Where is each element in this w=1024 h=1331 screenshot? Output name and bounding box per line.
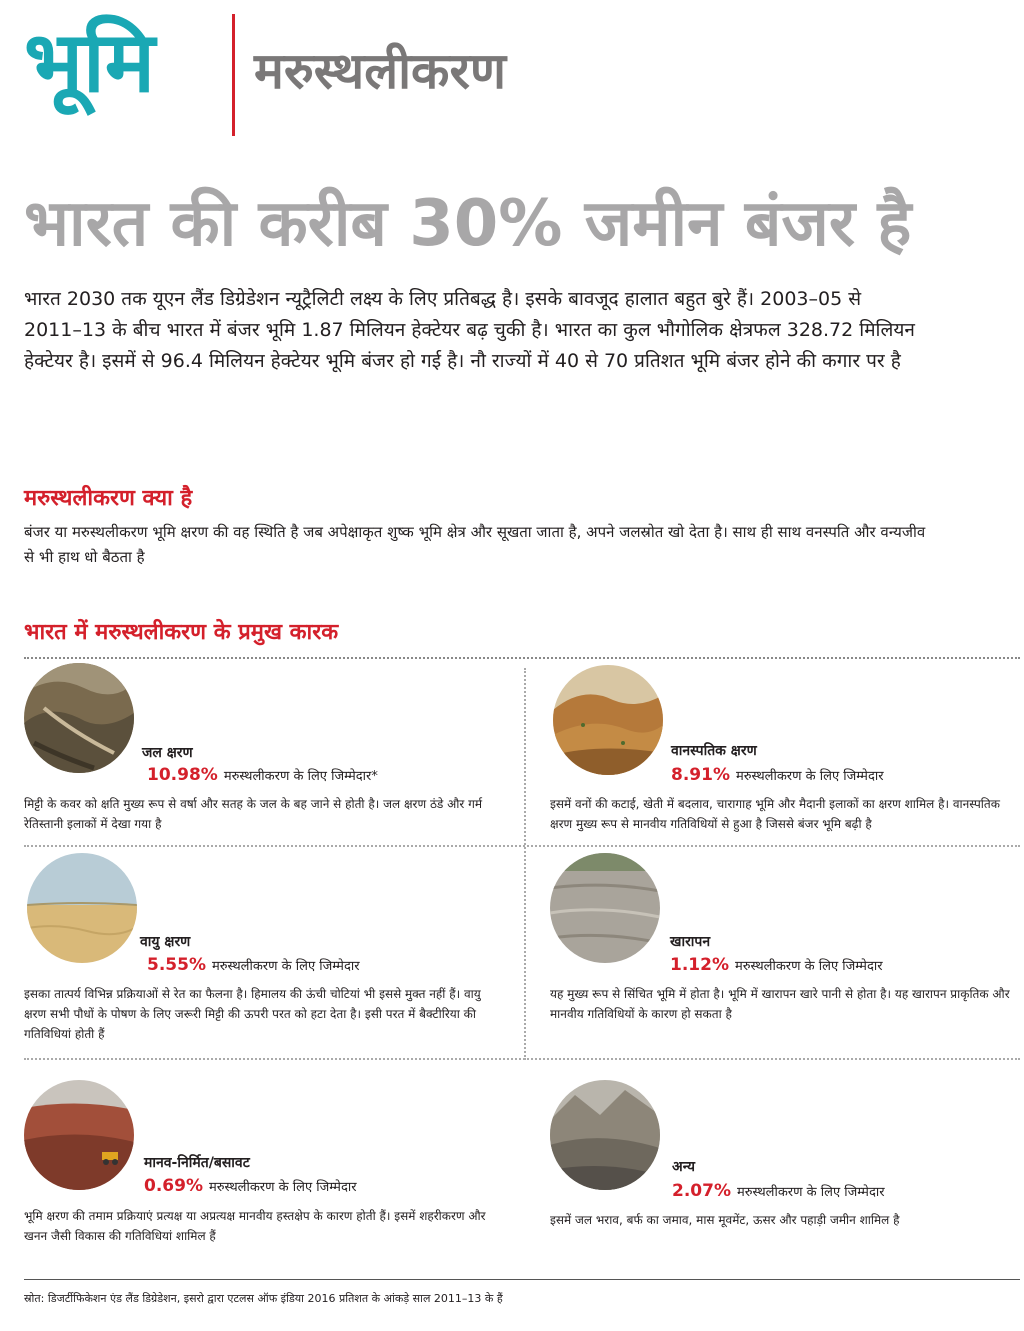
factor-name: वानस्पतिक क्षरण	[671, 743, 757, 759]
row-divider-1	[24, 845, 1020, 847]
wind-erosion-photo	[27, 853, 137, 963]
source-rule	[24, 1279, 1020, 1280]
factor-percent: 10.98%	[147, 765, 218, 785]
factor-percent: 8.91%	[671, 765, 730, 785]
factor-name: जल क्षरण	[142, 745, 193, 761]
factor-percent: 5.55%	[147, 955, 206, 975]
factor-responsible: मरुस्थलीकरण के लिए जिम्मेदार	[735, 769, 884, 784]
factor-responsible: मरुस्थलीकरण के लिए जिम्मेदार	[211, 959, 360, 974]
factor-description: इसमें जल भराव, बर्फ का जमाव, मास मूवमेंट, ऊसर और पहाड़ी जमीन शामिल है	[550, 1213, 900, 1227]
factor-stat	[147, 957, 360, 974]
factor-responsible: मरुस्थलीकरण के लिए जिम्मेदार	[208, 1180, 357, 1195]
factor-description: इसमें वनों की कटाई, खेती में बदलाव, चारागाह भूमि और मैदानी इलाकों का क्षरण शामिल है। वानस्पतिक क्षरण मुख्य रूप से मानवीय गतिविधियों से हुआ है जिससे बंजर भूमि बढ़ी है	[550, 797, 1000, 831]
subsection-title: मरुस्थलीकरण	[254, 42, 507, 100]
man-made-photo	[24, 1080, 134, 1190]
row-divider-2	[24, 1058, 1020, 1060]
column-divider	[524, 668, 526, 1060]
section-title: भूमि	[24, 13, 156, 111]
factor-description: यह मुख्य रूप से सिंचित भूमि में होता है। भूमि में खारापन खारे पानी से होता है। यह खारापन प्राकृतिक और मानवीय गतिविधियों के कारण हो सकता है	[550, 987, 1010, 1021]
vegetation-degradation-photo	[553, 665, 663, 775]
definition-body: बंजर या मरुस्थलीकरण भूमि क्षरण की वह स्थिति है जब अपेक्षाकृत शुष्क भूमि क्षेत्र और सूखता जाता है, अपने जलस्रोत खो देता है। साथ ही साथ वनस्पति और वन्यजीव से भी हाथ धो बैठता है	[24, 523, 926, 566]
factor-stat	[144, 1178, 357, 1195]
definition-heading: मरुस्थलीकरण क्या है	[24, 486, 193, 511]
factor-percent: 1.12%	[670, 955, 729, 975]
factor-responsible: मरुस्थलीकरण के लिए जिम्मेदार	[736, 1185, 885, 1200]
factor-stat	[672, 1183, 885, 1200]
factor-responsible: मरुस्थलीकरण के लिए जिम्मेदार	[734, 959, 883, 974]
source-note: स्रोत: डिजर्टीफिकेशन एंड लैंड डिग्रेडेशन, इसरो द्वारा एटलस ऑफ इंडिया 2016 प्रतिशत के आंकड़े साल 2011–13 के हैं	[24, 1292, 503, 1305]
factor-name: वायु क्षरण	[140, 934, 191, 950]
others-photo	[550, 1080, 660, 1190]
factors-heading: भारत में मरुस्थलीकरण के प्रमुख कारक	[24, 620, 339, 645]
factor-description: इसका तात्पर्य विभिन्न प्रक्रियाओं से रेत का फैलना है। हिमालय की ऊंची चोटियां भी इससे मुक्त नहीं हैं। वायु क्षरण सभी पौधों के पोषण के लिए जरूरी मिट्टी की ऊपरी परत को हटा देता है। इसी परत में बैक्टीरिया की गतिविधियां होती हैं	[24, 987, 481, 1041]
factor-name: अन्य	[672, 1159, 695, 1175]
factor-name: खारापन	[670, 934, 711, 950]
factor-stat	[670, 957, 883, 974]
factor-stat	[671, 767, 884, 784]
factor-percent: 0.69%	[144, 1176, 203, 1196]
factor-responsible: मरुस्थलीकरण के लिए जिम्मेदार*	[223, 769, 378, 784]
salinity-photo	[550, 853, 660, 963]
factor-stat	[147, 767, 378, 784]
header-divider	[232, 14, 235, 136]
factor-percent: 2.07%	[672, 1181, 731, 1201]
intro-paragraph: भारत 2030 तक यूएन लैंड डिग्रेडेशन न्यूट्रैलिटी लक्ष्य के लिए प्रतिबद्ध है। इसके बावजूद हालात बहुत बुरे हैं। 2003–05 से 2011–13 के बीच भारत में बंजर भूमि 1.87 मिलियन हेक्टेयर बढ़ चुकी है। भारत का कुल भौगोलिक क्षेत्रफल 328.72 मिलियन हेक्टेयर है। इसमें से 96.4 मिलियन हेक्टेयर भूमि बंजर हो गई है। नौ राज्यों में 40 से 70 प्रतिशत भूमि बंजर होने की कगार पर है	[24, 288, 915, 372]
headline: भारत की करीब 30% जमीन बंजर है	[24, 187, 912, 261]
factor-description: मिट्टी के कवर को क्षति मुख्य रूप से वर्षा और सतह के जल के बह जाने से होती है। जल क्षरण ठंडे और गर्म रेतिस्तानी इलाकों में देखा गया है	[24, 797, 483, 831]
factor-description: भूमि क्षरण की तमाम प्रक्रियाएं प्रत्यक्ष या अप्रत्यक्ष मानवीय हस्तक्षेप के कारण होती हैं। इसमें शहरीकरण और खनन जैसी विकास की गतिविधियां शामिल हैं	[24, 1209, 486, 1243]
factors-top-rule	[24, 657, 1020, 659]
factor-name: मानव-निर्मित/बसावट	[144, 1155, 250, 1171]
water-erosion-photo	[24, 663, 134, 773]
